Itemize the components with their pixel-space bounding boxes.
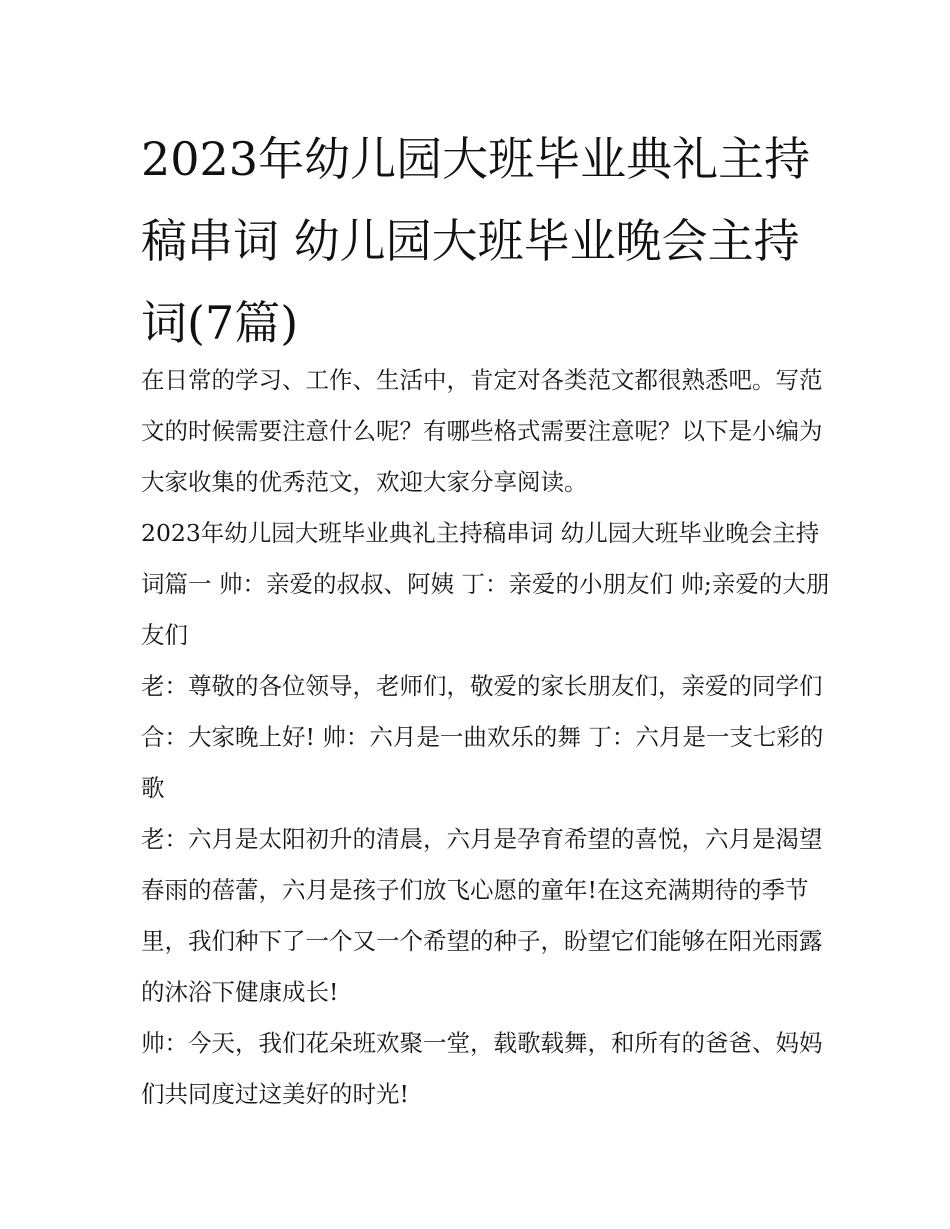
paragraph-today: 帅：今天，我们花朵班欢聚一堂，载歌载舞，和所有的爸爸、妈妈们共同度过这美好的时光! — [141, 1029, 823, 1108]
paragraph-intro: 在日常的学习、工作、生活中，肯定对各类范文都很熟悉吧。写范文的时候需要注意什么呢？有哪些格式需要注意呢？以下是小编为大家收集的优秀范文，欢迎大家分享阅读。 — [141, 366, 823, 496]
paragraph-heading-one: 2023年幼儿园大班毕业典礼主持稿串词 幼儿园大班毕业晚会主持词篇一 帅：亲爱的叔叔、阿姨 丁：亲爱的小朋友们 帅;亲爱的大朋友们 — [141, 519, 830, 649]
paragraph-june: 老：六月是太阳初升的清晨，六月是孕育希望的喜悦，六月是渴望春雨的蓓蕾，六月是孩子们放飞心愿的童年!在这充满期待的季节里，我们种下了一个又一个希望的种子，盼望它们能够在阳光雨露的沐浴下健康成长! — [141, 825, 823, 1006]
document-body — [141, 355, 831, 1120]
document-title: 2023年幼儿园大班毕业典礼主持稿串词 幼儿园大班毕业晚会主持词(7篇) — [141, 132, 811, 350]
paragraph-greeting: 老：尊敬的各位领导，老师们，敬爱的家长朋友们，亲爱的同学们 合：大家晚上好! 帅：六月是一曲欢乐的舞 丁：六月是一支七彩的歌 — [141, 672, 824, 802]
